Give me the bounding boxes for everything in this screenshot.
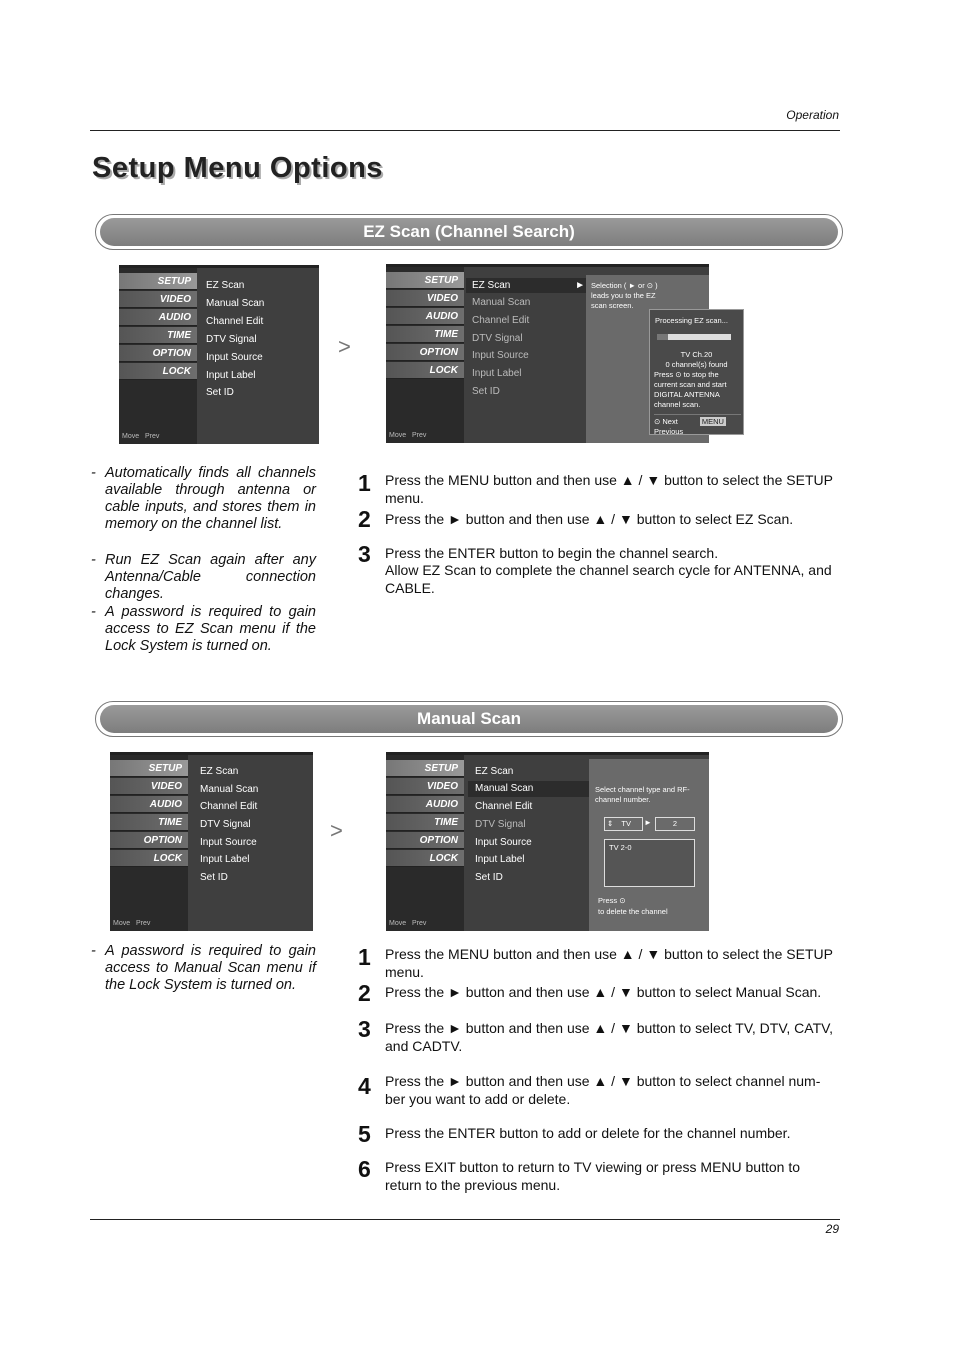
channel-list-box (604, 839, 695, 887)
manual-scan-panel (589, 759, 709, 931)
ez-scan-panel (586, 275, 728, 443)
note-ez-3: - A password is required to gain access to EZ Scan menu if the Lock System is turned on. (91, 604, 316, 654)
tab-setup: SETUP (386, 272, 464, 289)
tab-video: VIDEO (119, 291, 197, 308)
manual-step-1: Press the MENU button and then use ▲ / ▼ button to select the SETUP menu. (385, 946, 833, 980)
menu-key-badge: MENU (701, 417, 724, 426)
tab-video: VIDEO (386, 778, 464, 795)
menu-item-channel-edit: Channel Edit (200, 801, 258, 812)
tab-setup: SETUP (110, 760, 188, 777)
osd-footer (389, 432, 426, 439)
menu-item-ez-scan: EZ Scan (200, 766, 239, 777)
manual-step-5: Press the ENTER button to add or delete for the channel number. (385, 1125, 791, 1141)
manual-step-3: Press the ► button and then use ▲ / ▼ button to select TV, DTV, CATV, and CADTV. (385, 1020, 834, 1054)
tab-lock: LOCK (110, 850, 188, 867)
manual-step-4: Press the ► button and then use ▲ / ▼ button to select channel num- ber you want to add or delete. (385, 1073, 821, 1107)
next-hint: Next (662, 417, 678, 426)
menu-item-dtv-signal: DTV Signal (200, 819, 251, 830)
menu-item-ez-scan: EZ Scan (475, 766, 514, 777)
top-rule (90, 130, 840, 131)
tab-option: OPTION (386, 344, 464, 361)
menu-item-channel-edit: Channel Edit (206, 316, 264, 327)
section-label: Operation (786, 108, 839, 122)
tab-audio: AUDIO (386, 308, 464, 325)
step-number: 1 (358, 470, 371, 496)
step-number: 2 (358, 506, 371, 532)
tab-option: OPTION (110, 832, 188, 849)
step-number: 3 (358, 541, 371, 567)
channels-found-text: 0 channel(s) found (665, 360, 728, 369)
menu-item-channel-edit: Channel Edit (475, 801, 533, 812)
menu-item-set-id: Set ID (206, 387, 234, 398)
stop-hint-text: Press ⊙ to stop the current scan and start DIGITAL ANTENNA channel scan. (654, 370, 727, 409)
menu-item-set-id: Set ID (475, 872, 503, 883)
progress-bar (657, 334, 731, 340)
progress-fill (657, 334, 668, 340)
section-bar-ez-scan (95, 214, 843, 250)
prev-hint: Prev (135, 920, 151, 927)
menu-item-input-source: Input Source (475, 837, 532, 848)
move-hint: Move (389, 920, 407, 927)
menu-item-input-label: Input Label (472, 368, 522, 379)
ez-step-3-detail: Allow EZ Scan to complete the channel search cycle for ANTENNA, and CABLE. (385, 562, 832, 596)
processing-title: Processing EZ scan... (655, 316, 728, 325)
manual-hint-text: Select channel type and RF-channel number. (595, 785, 690, 804)
page-number: 29 (825, 1222, 839, 1236)
step-number: 1 (358, 944, 371, 970)
previous-hint: Previous (654, 427, 684, 436)
move-hint: Move (122, 433, 140, 440)
delete-hint-text: to delete the channel (598, 907, 668, 916)
menu-item-dtv-signal: DTV Signal (475, 819, 526, 830)
step-number: 6 (358, 1156, 371, 1182)
osd-sidebar (386, 267, 464, 443)
tab-lock: LOCK (386, 850, 464, 867)
tab-setup: SETUP (386, 760, 464, 777)
menu-item-input-source: Input Source (472, 350, 529, 361)
note-ez-2: - Run EZ Scan again after any Antenna/Cable connection changes. (91, 552, 316, 602)
menu-item-ez-scan: EZ Scan (472, 280, 511, 291)
osd-ez-scan-processing (386, 264, 728, 443)
channel-type-select (604, 817, 643, 831)
tab-time: TIME (119, 327, 197, 344)
tab-audio: AUDIO (386, 796, 464, 813)
menu-item-input-label: Input Label (475, 854, 525, 865)
menu-item-manual-scan: Manual Scan (472, 297, 531, 308)
processing-footer: ⊙ Next MENU Previous (654, 414, 741, 437)
updown-icon: ⇕ (607, 819, 614, 828)
section-bar-manual-scan (95, 701, 843, 737)
osd-footer (113, 920, 150, 927)
osd-sidebar (110, 755, 188, 931)
manual-step-2: Press the ► button and then use ▲ / ▼ button to select Manual Scan. (385, 984, 822, 1000)
menu-item-manual-scan: Manual Scan (206, 298, 265, 309)
note-manual-1: - A password is required to gain access to Manual Scan menu if the Lock System is turned on. (91, 943, 316, 993)
step-number: 5 (358, 1121, 371, 1147)
menu-item-manual-scan: Manual Scan (200, 784, 259, 795)
prev-hint: Prev (411, 920, 427, 927)
manual-step-6: Press EXIT button to return to TV viewing or press MENU button to return to the previous menu. (385, 1159, 801, 1193)
osd-sidebar (386, 755, 464, 931)
osd-footer (389, 920, 426, 927)
ez-step-1: Press the MENU button and then use ▲ / ▼ button to select the SETUP menu. (385, 472, 833, 506)
osd-setup-menu-ez (119, 265, 319, 444)
tab-time: TIME (386, 326, 464, 343)
ez-step-3: Press the ENTER button to begin the channel search. (385, 545, 719, 561)
bottom-rule (90, 1219, 840, 1220)
delete-hint-press: Press ⊙ (598, 896, 626, 905)
note-ez-1: - Automatically finds all channels available through antenna or cable inputs, and stores them in memory on the channel list. (91, 465, 316, 532)
tab-video: VIDEO (386, 290, 464, 307)
ez-step-2: Press the ► button and then use ▲ / ▼ button to select EZ Scan. (385, 511, 794, 527)
osd-footer (122, 433, 159, 440)
tab-setup: SETUP (119, 273, 197, 290)
arrow-icon: > (330, 818, 343, 843)
menu-item-ez-scan-selected (466, 278, 589, 293)
tab-option: OPTION (386, 832, 464, 849)
menu-item-dtv-signal: DTV Signal (472, 333, 523, 344)
move-hint: Move (113, 920, 131, 927)
menu-item-channel-edit: Channel Edit (472, 315, 530, 326)
menu-item-dtv-signal: DTV Signal (206, 334, 257, 345)
section-title-manual-scan: Manual Scan (100, 705, 838, 733)
tab-lock: LOCK (119, 363, 197, 380)
page-title: Setup Menu Options (92, 152, 383, 184)
menu-item-set-id: Set ID (200, 872, 228, 883)
channel-list-entry: TV 2-0 (609, 843, 632, 852)
channel-number-input: 2 (655, 817, 695, 831)
osd-setup-menu-manual (110, 752, 313, 931)
section-title-ez-scan: EZ Scan (Channel Search) (100, 218, 838, 246)
step-number: 2 (358, 980, 371, 1006)
channel-type-value: TV (621, 819, 631, 828)
tab-time: TIME (386, 814, 464, 831)
tab-video: VIDEO (110, 778, 188, 795)
play-icon: ► (575, 280, 585, 291)
tab-audio: AUDIO (110, 796, 188, 813)
osd-manual-scan-panel (386, 752, 709, 931)
menu-item-set-id: Set ID (472, 386, 500, 397)
arrow-icon: > (338, 334, 351, 359)
menu-item-input-label: Input Label (200, 854, 250, 865)
tv-channel-text: TV Ch.20 (680, 350, 713, 359)
menu-item-input-source: Input Source (206, 352, 263, 363)
prev-hint: Prev (144, 433, 160, 440)
osd-sidebar (119, 268, 197, 444)
tab-lock: LOCK (386, 362, 464, 379)
move-hint: Move (389, 432, 407, 439)
processing-dialog (649, 309, 744, 435)
tab-time: TIME (110, 814, 188, 831)
step-number: 4 (358, 1073, 371, 1099)
tab-audio: AUDIO (119, 309, 197, 326)
step-number: 3 (358, 1016, 371, 1042)
menu-item-ez-scan: EZ Scan (206, 280, 245, 291)
tab-option: OPTION (119, 345, 197, 362)
ez-hint-text: Selection ( ► or ⊙ ) leads you to the EZ scan screen. (591, 281, 658, 310)
menu-item-manual-scan-selected: Manual Scan (468, 781, 593, 797)
menu-item-input-label: Input Label (206, 370, 256, 381)
play-icon: ► (644, 818, 652, 827)
menu-item-input-source: Input Source (200, 837, 257, 848)
prev-hint: Prev (411, 432, 427, 439)
